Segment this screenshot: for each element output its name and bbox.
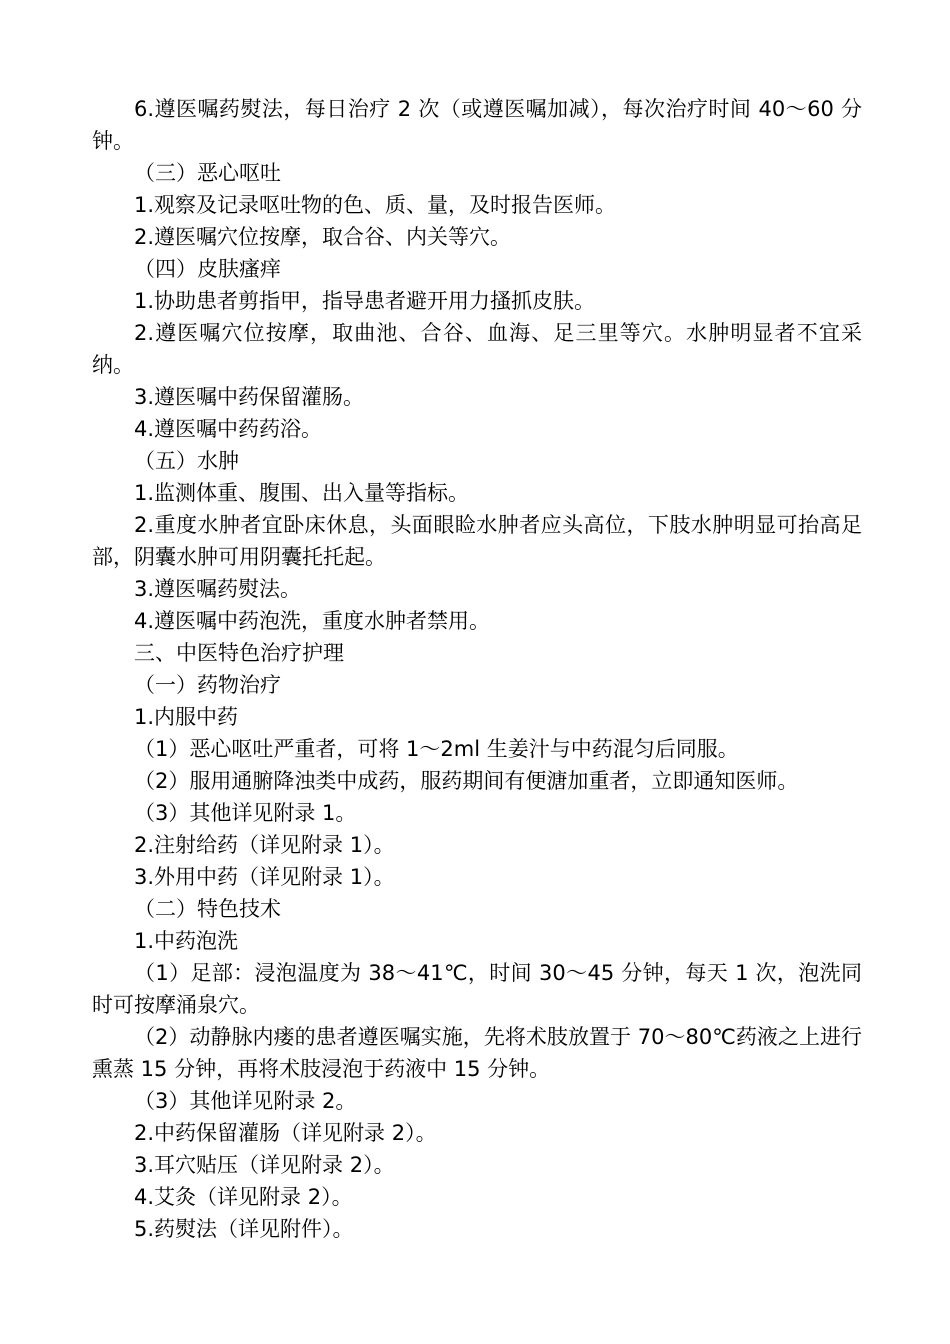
- section-heading-edema: （五）水肿: [134, 449, 239, 473]
- paragraph-11: 1.监测体重、腹围、出入量等指标。: [134, 481, 470, 505]
- paragraph-25: （1）足部：浸泡温度为 38～41℃，时间 30～45 分钟，每天 1 次，泡洗同时可按摩涌泉穴。: [92, 961, 862, 1017]
- paragraph-24: 1.中药泡洗: [134, 929, 239, 953]
- paragraph-20: （3）其他详见附录 1。: [134, 801, 357, 825]
- paragraph-30: 4.艾灸（详见附录 2）。: [134, 1185, 353, 1209]
- paragraph-21: 2.注射给药（详见附录 1）。: [134, 833, 395, 857]
- paragraph-12: 2.重度水肿者宜卧床休息，头面眼睑水肿者应头高位，下肢水肿明显可抬高足部，阴囊水肿可用阴囊托托起。: [92, 513, 862, 569]
- paragraph-13: 3.遵医嘱药熨法。: [134, 577, 302, 601]
- paragraph-27: （3）其他详见附录 2。: [134, 1089, 357, 1113]
- paragraph-26: （2）动静脉内瘘的患者遵医嘱实施，先将术肢放置于 70～80℃药液之上进行熏蒸 15 分钟，再将术肢浸泡于药液中 15 分钟。: [92, 1025, 862, 1081]
- paragraph-19: （2）服用通腑降浊类中成药，服药期间有便溏加重者，立即通知医师。: [134, 769, 799, 793]
- section-heading-nausea: （三）恶心呕吐: [134, 161, 281, 185]
- chapter-heading-tcm-treatment: 三、中医特色治疗护理: [134, 641, 344, 665]
- paragraph-7: 2.遵医嘱穴位按摩，取曲池、合谷、血海、足三里等穴。水肿明显者不宜采纳。: [92, 321, 862, 377]
- paragraph-18: （1）恶心呕吐严重者，可将 1～2ml 生姜汁与中药混匀后同服。: [134, 737, 739, 761]
- paragraph-31: 5.药熨法（详见附件）。: [134, 1217, 354, 1241]
- paragraph-8: 3.遵医嘱中药保留灌肠。: [134, 385, 365, 409]
- paragraph-9: 4.遵医嘱中药药浴。: [134, 417, 323, 441]
- paragraph-28: 2.中药保留灌肠（详见附录 2）。: [134, 1121, 437, 1145]
- paragraph-22: 3.外用中药（详见附录 1）。: [134, 865, 395, 889]
- section-heading-itching: （四）皮肤瘙痒: [134, 257, 281, 281]
- paragraph-4: 2.遵医嘱穴位按摩，取合谷、内关等穴。: [134, 225, 512, 249]
- paragraph-3: 1.观察及记录呕吐物的色、质、量，及时报告医师。: [134, 193, 617, 217]
- paragraph-1: 6.遵医嘱药熨法，每日治疗 2 次（或遵医嘱加减），每次治疗时间 40～60 分钟。: [92, 97, 862, 153]
- paragraph-14: 4.遵医嘱中药泡洗，重度水肿者禁用。: [134, 609, 491, 633]
- paragraph-17: 1.内服中药: [134, 705, 239, 729]
- section-heading-special-techniques: （二）特色技术: [134, 897, 281, 921]
- document-body: [92, 93, 862, 1245]
- section-heading-medication: （一）药物治疗: [134, 673, 281, 697]
- paragraph-6: 1.协助患者剪指甲，指导患者避开用力搔抓皮肤。: [134, 289, 596, 313]
- paragraph-29: 3.耳穴贴压（详见附录 2）。: [134, 1153, 395, 1177]
